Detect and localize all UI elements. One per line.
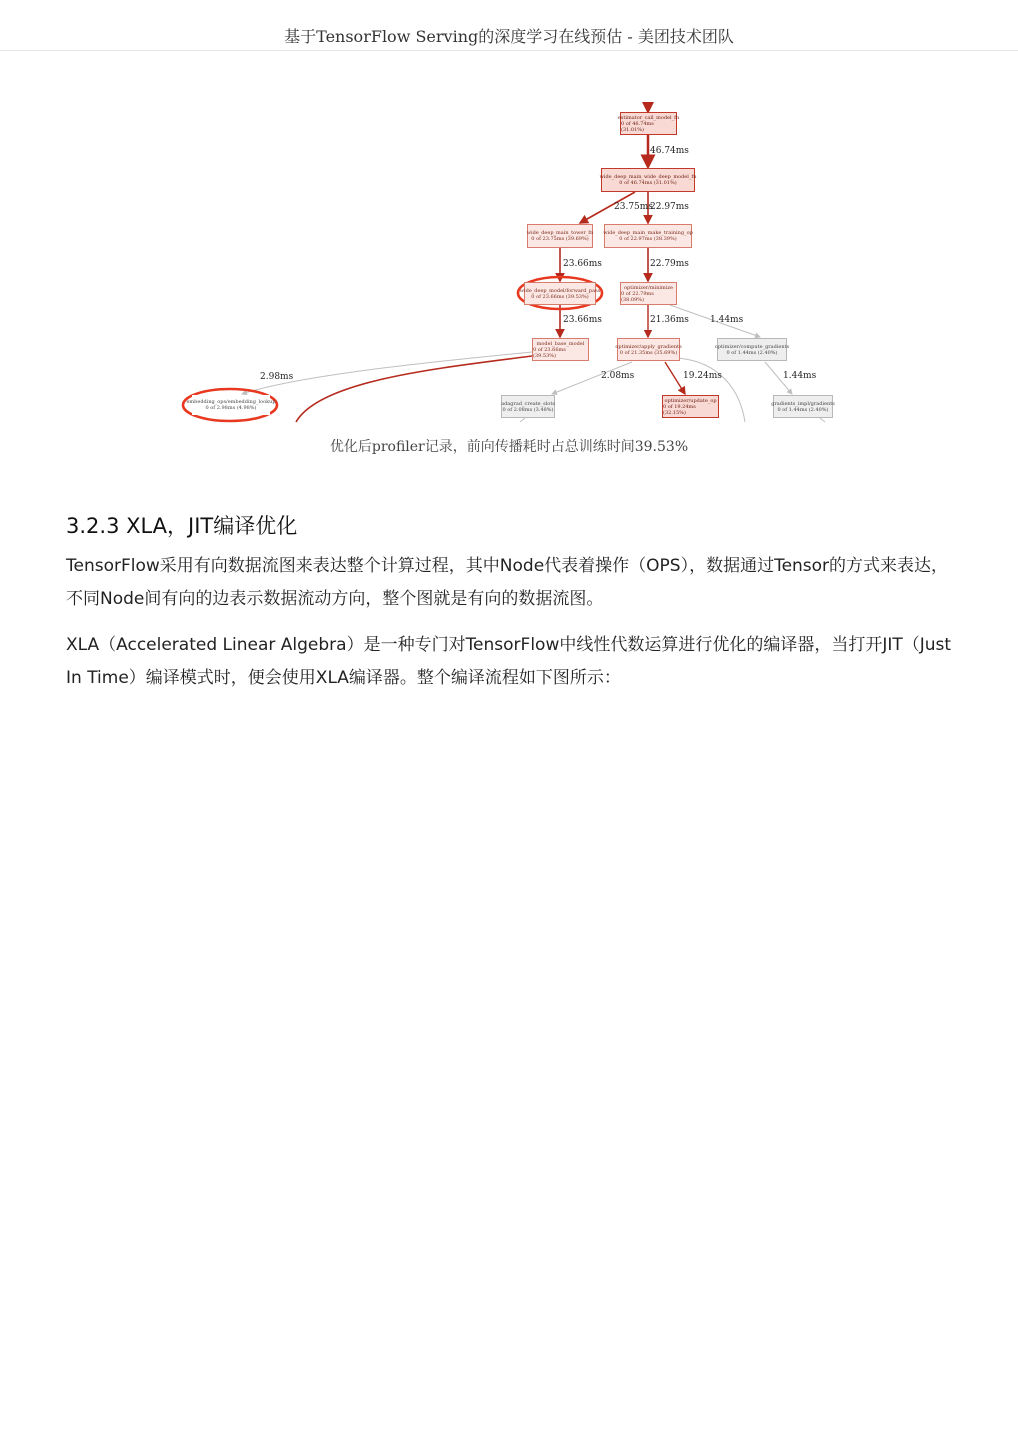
node-tower (527, 224, 593, 248)
node-update-op-name: optimizer/update_op (664, 397, 717, 404)
edge-label-4: 23.66ms (563, 259, 602, 269)
node-estimator-name: estimator_call_model_fn (617, 114, 680, 121)
node-gradients-impl (773, 395, 833, 418)
node-embedding-lookup (186, 395, 276, 415)
edge-label-7: 21.36ms (650, 315, 689, 325)
node-gradients-impl-name: gradients_impl/gradients (771, 400, 835, 407)
node-compute-gradients-stat: 0 of 1.44ms (2.40%) (726, 349, 778, 356)
node-wide-deep-main-name: wide_deep_main_wide_deep_model_fn (599, 174, 697, 180)
edge-exit-2 (820, 418, 825, 422)
edge-label-8: 1.44ms (710, 315, 744, 325)
edge-label-5: 22.79ms (650, 259, 689, 269)
node-embedding-lookup-name: embedding_ops/embedding_lookup (186, 399, 276, 405)
node-training-op-name: wide_deep_main_make_training_op (603, 230, 693, 236)
node-wide-deep-main-stat: 0 of 46.74ms (31.01%) (619, 180, 677, 186)
page-header (0, 0, 1018, 51)
node-training-op (604, 224, 692, 248)
node-create-slots (501, 395, 555, 418)
node-estimator (617, 112, 680, 135)
edge-11 (665, 362, 685, 394)
node-create-slots-stat: 0 of 2.08ms (3.48%) (502, 406, 554, 413)
node-compute-gradients-name: optimizer/compute_gradients (714, 343, 790, 350)
edge-label-9: 2.98ms (260, 372, 294, 382)
node-apply-gradients-stat: 0 of 21.35ms (35.69%) (619, 349, 678, 356)
node-forward-pass-name: wide_deep_model/forward_pass (519, 287, 601, 294)
edge-label-12: 1.44ms (783, 371, 817, 381)
edge-label-2: 23.75ms (614, 202, 653, 212)
node-forward-pass (519, 282, 601, 305)
edge-label-6: 23.66ms (563, 315, 602, 325)
edge-exit-1 (520, 418, 525, 422)
edge-label-3: 22.97ms (650, 202, 689, 212)
node-base-model-name: model_base_model (536, 340, 585, 347)
edge-label-11: 19.24ms (683, 371, 722, 381)
node-training-op-stat: 0 of 22.97ms (38.39%) (619, 236, 677, 242)
figure-caption: 优化后profiler记录，前向传播耗时占总训练时间39.53% (329, 439, 689, 455)
node-apply-gradients-name: optimizer/apply_gradients (615, 343, 682, 350)
node-update-op (662, 395, 719, 418)
paragraph-dataflow-graph: TensorFlow采用有向数据流图来表达整个计算过程，其中Node代表着操作（OPS），数据通过Tensor的方式来表达，不同Node间有向的边表示数据流动方向，整个图就是有向的数据流图。 (66, 556, 949, 609)
edge-base-down (296, 356, 532, 422)
section-heading: 3.2.3 XLA，JIT编译优化 (66, 514, 298, 538)
node-embedding-lookup-stat: 0 of 2.98ms (4.98%) (205, 405, 257, 411)
node-minimize (620, 282, 677, 305)
node-apply-gradients (617, 338, 680, 361)
node-update-op-stat: 0 of 19.24ms (32.15%) (663, 403, 696, 416)
node-tower-name: wide_deep_main_tower_fn (526, 230, 594, 236)
edge-label-1: 46.74ms (650, 146, 689, 156)
node-wide-deep-main (601, 168, 695, 192)
node-compute-gradients (714, 338, 790, 361)
node-minimize-stat: 0 of 22.79ms (38.09%) (621, 290, 654, 303)
node-base-model-stat: 0 of 23.66ms (39.53%) (533, 346, 566, 359)
paragraph-xla-jit: XLA（Accelerated Linear Algebra）是一种专门对TensorFlow中线性代数运算进行优化的编译器，当打开JIT（Just In Time）编译模式时，便会使用XLA编译器。整个编译流程如下图所示： (66, 635, 952, 688)
edge-label-10: 2.08ms (601, 371, 635, 381)
node-forward-pass-stat: 0 of 23.66ms (39.53%) (531, 293, 589, 300)
node-create-slots-name: adagrad_create_slots (501, 400, 555, 407)
node-tower-stat: 0 of 23.75ms (39.69%) (531, 236, 589, 242)
node-gradients-impl-stat: 0 of 1.44ms (2.40%) (777, 406, 829, 413)
node-base-model (532, 338, 589, 361)
page-header-title: 基于TensorFlow Serving的深度学习在线预估 - 美团技术团队 (284, 27, 734, 46)
profiler-graph-figure (180, 100, 840, 422)
node-estimator-stat: 0 of 46.74ms (31.01%) (621, 120, 654, 133)
node-minimize-name: optimizer/minimize (624, 284, 673, 291)
